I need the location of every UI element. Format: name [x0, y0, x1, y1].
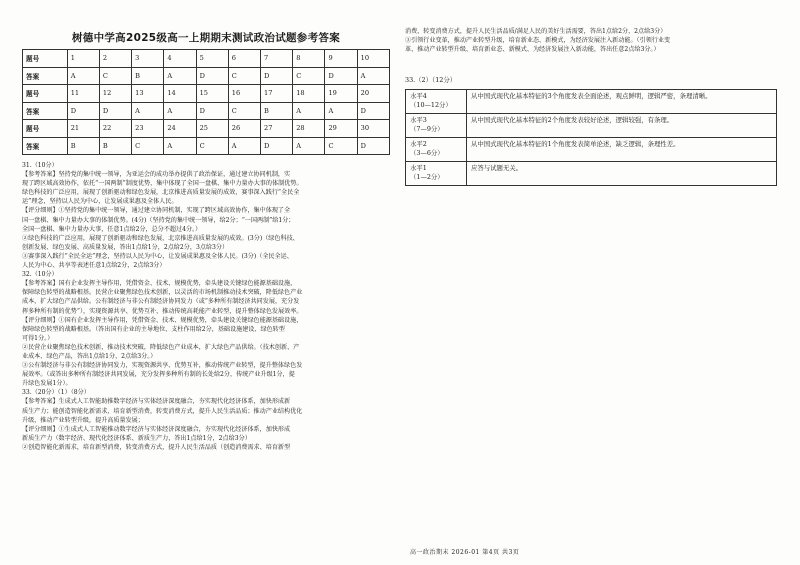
answer-table-cell: A	[293, 137, 325, 155]
answer-key-table	[22, 49, 390, 155]
answer-table-cell: 13	[132, 85, 164, 103]
answer-text-line: 31.（10分）	[22, 162, 58, 169]
level-description: 从中国式现代化基本特征的1个角度发表简单论述，缺乏逻辑，条理性差。	[467, 137, 777, 161]
answer-text-line: 【参考答案】坚持党的集中统一领导，为亚运会的成功举办提供了政治保证，通过建立协同机制，实	[22, 171, 291, 179]
answer-table-cell: A	[164, 137, 196, 155]
answer-text-line: 质生产力；能创造智能化新需求，培育新型消费，转变消费方式，提升人民生活品质；推动产业结构优化	[22, 407, 303, 415]
answer-text-line: ③公有制经济与非公有制经济协同发力，实现资源共享、优势互补，推动传统产业转型，提升整体绿色发	[22, 362, 303, 370]
level-name: 水平4	[410, 91, 427, 100]
answer-text-line: 运”理念，坚持以人民为中心，让发展成果惠及全体人民。	[22, 198, 178, 206]
answer-table-cell: 17	[261, 85, 293, 103]
answer-text-line: 【评分细则】①国有企业发挥主导作用，凭借资金、技术、规模优势，牵头建设关键绿色能源基础设施，	[22, 316, 303, 324]
answer-text-line: ②民营企业聚焦绿色技术创新，推动技术突破，降低绿色产业成本，扩大绿色产品供给。（技术创新、产	[22, 343, 300, 351]
answer-table-cell: D	[99, 102, 131, 120]
scoring-level-row	[406, 113, 777, 137]
level-range: （10—12分）	[410, 101, 452, 110]
answer-table-cell: D	[196, 102, 228, 120]
answer-table-cell: 7	[261, 50, 293, 68]
answer-text-line: 绿色科技的广泛应用，展现了创新驱动和绿色发展，北京推进高质量发展的成效，赛事深入践行“全民全	[22, 189, 300, 197]
scoring-levels-table	[405, 89, 777, 186]
answer-table-cell: D	[325, 67, 357, 85]
answer-table-cell: D	[67, 102, 99, 120]
answer-table-cell: B	[67, 137, 99, 155]
answer-table-row	[23, 137, 390, 155]
answer-table-cell: A	[132, 102, 164, 120]
answer-table-cell: A	[164, 102, 196, 120]
answer-table-cell: 23	[132, 120, 164, 138]
answer-text-line: 可得1分。）	[22, 334, 54, 342]
answer-table-cell: C	[325, 137, 357, 155]
answer-table-cell: B	[132, 67, 164, 85]
answer-table-cell: 27	[261, 120, 293, 138]
left-column	[22, 0, 390, 565]
answer-table-cell: C	[228, 67, 260, 85]
level-description: 从中国式现代化基本特征的3个角度发表全面论述，观点鲜明，逻辑严密，条理清晰。	[467, 89, 777, 113]
q33-2-heading: 33.（2）（12分）	[405, 76, 457, 85]
answer-table-cell: 15	[196, 85, 228, 103]
answer-text-line: 挥多种所有制的优势”），实现资源共享、优势互补，推动传统高耗能产业转型，提升整体绿色发展效率。	[22, 307, 303, 315]
answer-table-cell: D	[261, 137, 293, 155]
answer-text-line: 消费、转变消费方式，提升人民生活品质/满足人民的美好生活需要，答出1点给2分，2点给3分）	[405, 28, 667, 35]
answer-table-row	[23, 120, 390, 138]
answer-table-cell: 5	[196, 50, 228, 68]
answer-table-row	[23, 50, 390, 68]
level-description: 应答与试题无关。	[467, 161, 777, 185]
answer-text-line: 现了跨区域高效协作，依托“一国两制”制度优势，集中体现了全国一盘棋、集中力量办大事的体制优势。	[22, 180, 303, 188]
answer-table-cell: 28	[293, 120, 325, 138]
right-column	[405, 0, 783, 565]
answer-table-row-head: 答案	[23, 67, 68, 85]
answer-text-line: 国一盘棋、集中力量办大事的体制优势。(4分)（坚持党的集中统一领导，给2分；“一国两制”给1分；	[22, 216, 295, 224]
answer-text-line: 保障绿色转型的战略根基。民营企业聚焦绿色技术创新，以灵活的市场机制推动技术突破，降低绿色产业	[22, 289, 303, 297]
answer-table-cell: D	[261, 67, 293, 85]
answer-table-row-head: 题号	[23, 85, 68, 103]
answer-table-cell: B	[261, 102, 293, 120]
right-answer-text	[405, 27, 783, 54]
answer-text-line: 创新发展、绿色发展、高质量发展，答出1点给1分，2点给2分，3点给3分）	[22, 243, 229, 251]
answer-table-row	[23, 102, 390, 120]
level-name: 水平2	[410, 139, 427, 148]
answer-text-line: ③赛事深入践行“全民全运”理念，坚持以人民为中心，让发展成果惠及全体人民。(3分)（全民全运、	[22, 252, 293, 260]
answer-table-cell: C	[228, 102, 260, 120]
answer-text-line: 升绿色发展1分）。	[22, 380, 72, 388]
answer-text-line: 展效率。（或答出多种所有制经济共同发展，充分发挥多种所有制的长处给2分，传统产业升级1分，提	[22, 371, 295, 379]
answer-table-cell: B	[99, 137, 131, 155]
answer-table-row-head: 题号	[23, 50, 68, 68]
answer-table-cell: A	[67, 67, 99, 85]
answer-text-line: 32.（10分）	[22, 271, 58, 279]
answer-text-line: ②创造智能化新需求，培育新型消费，转变消费方式，提升人民生活品质（创造消费需求、培育新型	[22, 443, 291, 451]
answer-table-row	[23, 85, 390, 103]
answer-table-cell: 2	[99, 50, 131, 68]
answer-text-line: 保障绿色转型的战略根基。（答出国有企业的主导地位、支柱作用给2分，基础设施建设、绿色转型	[22, 325, 285, 333]
left-answer-text	[22, 161, 390, 452]
answer-table-row-head: 答案	[23, 137, 68, 155]
level-range: （7—9分）	[410, 125, 444, 134]
answer-table-cell: 21	[67, 120, 99, 138]
answer-text-line: ②绿色科技的广泛应用，展现了创新驱动和绿色发展，北京推进高质量发展的成效。(3分)（绿色科技、	[22, 234, 299, 242]
level-cell	[406, 113, 467, 137]
answer-table-cell: 1	[67, 50, 99, 68]
answer-text-line: 【评分细则】①生成式人工智能推动数字经济与实体经济深度融合，夯实现代化经济体系，加快形成	[22, 425, 291, 433]
level-cell	[406, 137, 467, 161]
answer-table-row	[23, 67, 390, 85]
answer-table-cell: 8	[293, 50, 325, 68]
answer-table-cell: 6	[228, 50, 260, 68]
page-title: 树德中学高2025级高一上期期末测试政治试题参考答案	[71, 32, 341, 44]
level-cell	[406, 161, 467, 185]
level-name: 水平1	[410, 163, 427, 172]
answer-text-line: 33.（20分）（1）（8分）	[22, 389, 90, 397]
answer-table-cell: A	[325, 102, 357, 120]
answer-text-line: 【参考答案】生成式人工智能助推数字经济与实体经济深度融合，夯实现代化经济体系，加快形成新	[22, 398, 291, 406]
answer-text-line: 【参考答案】国有企业发挥主导作用，凭借资金、技术、规模优势，牵头建设关键绿色能源基础设施，	[22, 280, 297, 288]
answer-table-cell: 19	[325, 85, 357, 103]
answer-text-line: ③引领行业变革，推动产业转型升级，培育新业态、新模式，为经济发展注入新动能。（引领行业变	[405, 37, 671, 45]
answer-table-cell: A	[228, 137, 260, 155]
answer-table-cell: A	[164, 67, 196, 85]
scoring-level-row	[406, 137, 777, 161]
answer-text-line: 【评分细则】①坚持党的集中统一领导，通过建立协同机制，实现了跨区域高效协作，集中体现了全	[22, 207, 291, 215]
answer-table-cell: A	[357, 67, 389, 85]
answer-table-cell: 11	[67, 85, 99, 103]
answer-table-cell: C	[132, 137, 164, 155]
answer-table-cell: 16	[228, 85, 260, 103]
answer-text-line: 革、推动产业转型升级、培育新业态、新模式、为经济发展注入新动能，答出任意2点给3分。）	[405, 46, 660, 54]
answer-table-cell: 14	[164, 85, 196, 103]
answer-table-cell: 29	[325, 120, 357, 138]
level-description: 从中国式现代化基本特征的2个角度发表较好论述，逻辑较强，有条理。	[467, 113, 777, 137]
answer-table-cell: 24	[164, 120, 196, 138]
answer-table-row-head: 答案	[23, 102, 68, 120]
answer-table-cell: C	[293, 67, 325, 85]
scoring-level-row	[406, 161, 777, 185]
answer-table-cell: C	[196, 137, 228, 155]
answer-table-cell: A	[293, 102, 325, 120]
answer-table-cell: 4	[164, 50, 196, 68]
answer-table-cell: C	[99, 67, 131, 85]
level-range: （1—2分）	[410, 173, 444, 182]
answer-table-cell: 12	[99, 85, 131, 103]
answer-text-line: 人民为中心、共享等表述任意1点给2分，2点给3分）	[22, 262, 166, 270]
answer-table-cell: 30	[357, 120, 389, 138]
answer-table-cell: 26	[228, 120, 260, 138]
page-footer: 高一政治期末 2026-01 第4页 共3页	[410, 549, 520, 556]
answer-table-cell: D	[196, 67, 228, 85]
answer-text-line: 业成本、绿色产品，答出1点给1分，2点给3分。）	[22, 352, 157, 360]
answer-table-cell: 25	[196, 120, 228, 138]
answer-table-cell: 18	[293, 85, 325, 103]
level-cell	[406, 89, 467, 113]
answer-table-cell: 9	[325, 50, 357, 68]
answer-table-cell: D	[357, 102, 389, 120]
answer-text-line: 成本，扩大绿色产品供给。公有制经济与非公有制经济协同发力（或“多种所有制经济共同发展，充分发	[22, 298, 300, 306]
scoring-level-row	[406, 89, 777, 113]
answer-table-cell: 10	[357, 50, 389, 68]
answer-table-cell: D	[357, 137, 389, 155]
answer-table-cell: 20	[357, 85, 389, 103]
answer-table-cell: 22	[99, 120, 131, 138]
level-name: 水平3	[410, 115, 427, 124]
answer-text-line: 新质生产力（数字经济、现代化经济体系、新质生产力，答出1点给1分，2点给3分）	[22, 434, 251, 442]
answer-text-line: 全国一盘棋、集中力量办大事，任意1点给2分，总分不超过4分。）	[22, 225, 202, 233]
answer-table-row-head: 题号	[23, 120, 68, 138]
answer-table-cell: 3	[132, 50, 164, 68]
level-range: （3—6分）	[410, 149, 444, 158]
answer-text-line: 升级，推动产业转型升级，提升高质量发展；	[22, 416, 144, 424]
